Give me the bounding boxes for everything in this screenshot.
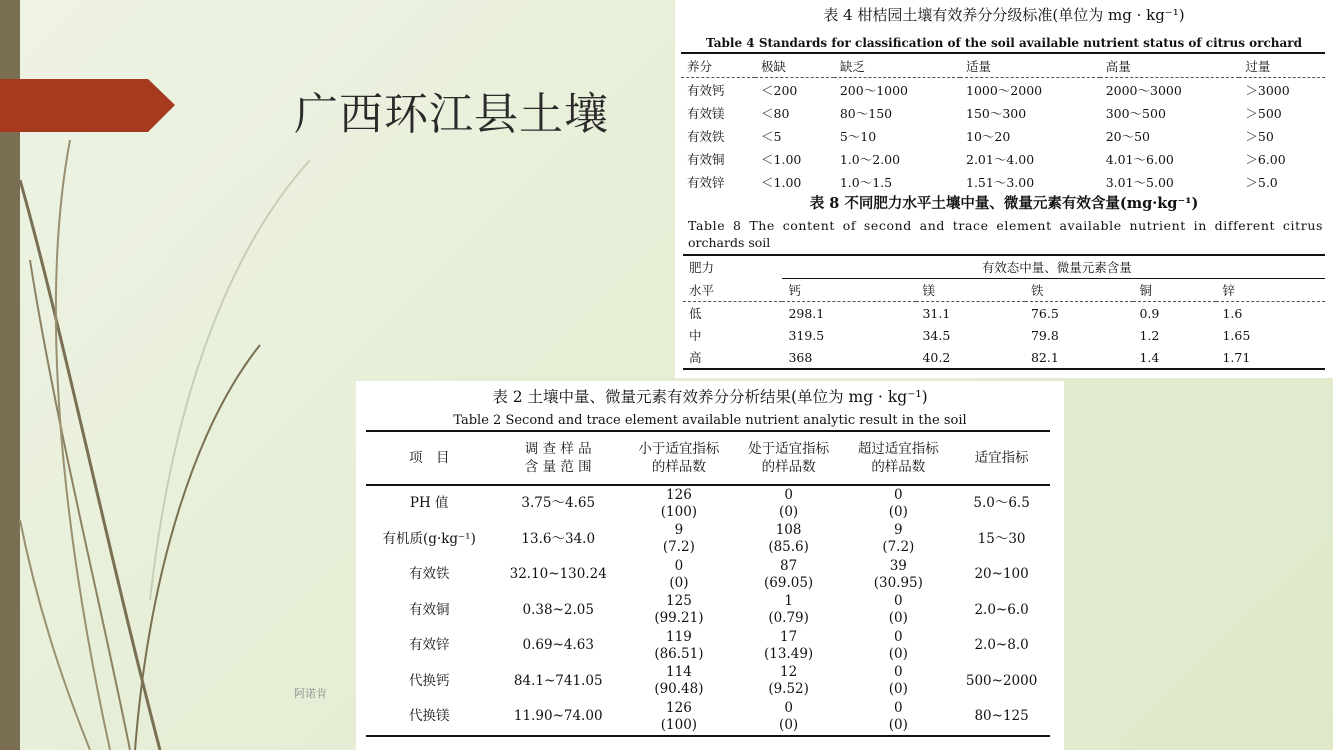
table8-cell: 79.8 [1030, 327, 1059, 343]
table4-cell: ＞3000 [1245, 83, 1290, 98]
table2-count-percent: (100) [660, 503, 698, 520]
table2-suitable: 2.0~8.0 [974, 637, 1029, 654]
table2-count-percent: (99.21) [654, 610, 704, 627]
table8-cell: 高 [683, 346, 782, 369]
table4-header-cell: 高量 [1100, 53, 1240, 78]
table-row [681, 147, 1325, 170]
table2-header-line: 项 目 [408, 450, 450, 466]
table2-range: 13.6～34.0 [521, 530, 596, 547]
table4-header-cell: 养分 [681, 53, 755, 78]
table2-header-line: 的样品数 [651, 459, 706, 475]
table2-count-within [734, 628, 844, 664]
table8-cell: 368 [782, 346, 916, 369]
table-row [366, 664, 1050, 700]
table8-caption-en-line2: orchards soil [688, 235, 771, 250]
table2-count-above [843, 628, 953, 664]
table2-header-line: 超过适宜指标 [857, 441, 939, 457]
table2-count-above [843, 522, 953, 558]
table4-caption-cn: 表 4 柑桔园土壤有效养分分级标准(单位为 mg · kg⁻¹) [823, 6, 1185, 24]
table8-panel [675, 190, 1333, 378]
table2-count-percent: (0) [669, 574, 689, 591]
table8-header-cell: 钙 [782, 279, 916, 302]
table2-count-above [843, 593, 953, 629]
table2-item: 有机质(g·kg⁻¹) [382, 530, 476, 547]
table2-count-below [624, 522, 734, 558]
table2-suitable: 500~2000 [965, 672, 1038, 689]
table2-count-below [624, 664, 734, 700]
table-row [366, 557, 1050, 593]
table2-range: 11.90~74.00 [492, 699, 624, 736]
table4-cell: ＞500 [1245, 106, 1282, 121]
table8-cell: 319.5 [788, 327, 825, 343]
table4-cell: 1.0～2.00 [839, 152, 901, 167]
table2-count-percent: (100) [660, 716, 698, 733]
table2-count-percent: (85.6) [768, 539, 809, 556]
table8-cell: 1.71 [1216, 346, 1325, 369]
table2-header-cell [843, 431, 953, 485]
table4-cell: 有效钙 [687, 83, 725, 98]
table2-count-below [624, 485, 734, 522]
table8-header-cell: 肥力 [683, 255, 782, 279]
table-row [366, 593, 1050, 629]
table8-header-row [683, 279, 1325, 302]
table2-count-percent: (0) [779, 503, 799, 520]
table2-count-within [734, 485, 844, 522]
table8-cell: 1.2 [1139, 327, 1160, 343]
table8-cell: 1.65 [1222, 327, 1251, 343]
table2-caption-en: Table 2 Second and trace element available nutrient analytic result in the soil [453, 413, 967, 428]
table4-cell: ＜5 [761, 129, 782, 144]
table2-count-below [624, 557, 734, 593]
table2-count-percent: (13.49) [764, 645, 814, 662]
table8-cell: 40.2 [916, 346, 1025, 369]
table2-range: 3.75～4.65 [521, 495, 596, 512]
table-row [681, 101, 1325, 124]
table8-cell: 低 [689, 306, 702, 321]
table2-count-below [624, 699, 734, 736]
table-row [683, 302, 1325, 325]
table4-cell: 1000～2000 [966, 83, 1043, 98]
table4-cell: 1.51～3.00 [960, 170, 1100, 190]
table2-header-line: 调 查 样 品 [524, 441, 592, 457]
table2-count-percent: (69.05) [764, 574, 814, 591]
table4-cell: 2.01～4.00 [966, 152, 1035, 167]
table2-count-value: 87 [780, 557, 798, 574]
table2-count-percent: (9.52) [768, 681, 809, 698]
table2-count-value: 108 [775, 522, 802, 539]
table4-caption-en: Table 4 Standards for classification of the soil available nutrient status of citrus orchard [705, 36, 1303, 50]
table2-item: PH 值 [409, 495, 449, 512]
table8-header-cell: 铜 [1133, 279, 1216, 302]
table4-cell: 1.0～1.5 [834, 170, 960, 190]
table2-count-percent: (0) [888, 645, 908, 662]
table2-range: 84.1~741.05 [513, 672, 603, 689]
table4-cell: 80～150 [839, 106, 893, 121]
table8-cell: 76.5 [1030, 305, 1059, 321]
table2-header-line: 的样品数 [761, 459, 816, 475]
table2-count-value: 0 [894, 699, 903, 716]
table4-cell: 有效镁 [687, 106, 725, 121]
table2-suitable: 2.0~6.0 [974, 601, 1029, 618]
table-row [681, 124, 1325, 147]
table2-count-within [734, 664, 844, 700]
table2-count-percent: (0) [888, 610, 908, 627]
table2-item: 代换镁 [366, 699, 492, 736]
table2-suitable: 80~125 [953, 699, 1050, 736]
table2-count-percent: (90.48) [654, 681, 704, 698]
table2-header-cell [492, 431, 624, 485]
table4-cell: 150～300 [966, 106, 1027, 121]
table2-item: 代换钙 [408, 672, 450, 689]
table2-count-below [624, 628, 734, 664]
table8-caption-cn: 表 8 不同肥力水平土壤中量、微量元素有效含量(mg·kg⁻¹) [809, 195, 1199, 212]
table2-count-percent: (0) [888, 716, 908, 733]
table2-range: 0.38~2.05 [522, 601, 594, 618]
table2-count-value: 1 [784, 593, 793, 610]
table8-header-cell: 铁 [1025, 279, 1134, 302]
table4-cell: ＞6.00 [1245, 152, 1286, 167]
table2-header-cell [366, 431, 492, 485]
table2-range: 0.69~4.63 [522, 637, 594, 654]
table8-caption-en-line1: Table 8 The content of second and trace element available nutrient in different citrus [688, 218, 1323, 233]
table2-count-value: 0 [784, 699, 793, 716]
table8-cell: 1.4 [1133, 346, 1216, 369]
table8-cell: 31.1 [922, 305, 951, 321]
table2-header-cell [624, 431, 734, 485]
table2-header-line: 处于适宜指标 [748, 441, 830, 457]
table2-header-line: 适宜指标 [974, 450, 1029, 466]
table4-cell: ＜1.00 [755, 170, 834, 190]
table4-header-cell: 适量 [960, 53, 1100, 78]
title-arrow-marker [0, 79, 175, 132]
table4-cell: 200～1000 [839, 83, 909, 98]
table2-header-cell [734, 431, 844, 485]
table4-cell: ＞5.0 [1239, 170, 1325, 190]
table2-count-value: 0 [894, 486, 903, 503]
table4-header-cell: 过量 [1239, 53, 1325, 78]
table2-count-value: 114 [666, 664, 692, 681]
table2-count-percent: (0) [888, 503, 908, 520]
table8-header-row [683, 255, 1325, 279]
table2-count-above [843, 664, 953, 700]
table-row [366, 522, 1050, 558]
table2-count-value: 9 [674, 522, 684, 539]
table2-suitable: 15～30 [977, 530, 1026, 547]
table-row [681, 170, 1325, 190]
table4-header-cell: 缺乏 [834, 53, 960, 78]
table4-cell: 10～20 [966, 129, 1011, 144]
table2-caption-cn: 表 2 土壤中量、微量元素有效养分分析结果(单位为 mg · kg⁻¹) [492, 388, 928, 406]
table2-count-value: 125 [666, 593, 692, 610]
table2-count-value: 126 [666, 486, 692, 503]
table2-count-percent: (7.2) [882, 539, 915, 556]
table2-item: 有效铜 [408, 601, 450, 618]
table2-count-above [843, 557, 953, 593]
table2-count-percent: (86.51) [654, 645, 704, 662]
slide-title: 广西环江县土壤 [294, 89, 609, 140]
author-label: 阿诺肯 [294, 687, 327, 700]
table4-panel [675, 0, 1333, 190]
table2-count-below [624, 593, 734, 629]
table-row [681, 78, 1325, 102]
table2-count-above [843, 699, 953, 736]
table2-range: 32.10~130.24 [509, 566, 607, 583]
table2-count-within [734, 557, 844, 593]
table2-count-value: 0 [894, 593, 903, 610]
table2-count-percent: (0) [888, 681, 908, 698]
table8-cell: 82.1 [1025, 346, 1134, 369]
table2-count-value: 126 [666, 699, 692, 716]
table4-cell: ＜1.00 [761, 152, 802, 167]
table2-count-percent: (0.79) [768, 610, 809, 627]
table8-cell: 0.9 [1139, 305, 1160, 321]
table2-suitable: 5.0～6.5 [973, 495, 1030, 512]
table2-count-value: 0 [894, 628, 903, 645]
table8-header-cell: 水平 [683, 279, 782, 302]
table8-cell: 298.1 [788, 305, 825, 321]
table2-count-within [734, 522, 844, 558]
table4-cell: ＜80 [761, 106, 790, 121]
table2-count-value: 17 [780, 628, 798, 645]
table-row [366, 628, 1050, 664]
table8 [683, 254, 1325, 370]
table2-count-value: 0 [894, 664, 903, 681]
table4-cell: 20～50 [1105, 129, 1150, 144]
table2-count-value: 0 [674, 557, 684, 574]
table2-item: 有效铁 [408, 566, 450, 583]
table4-header-cell: 极缺 [755, 53, 834, 78]
table8-header-cell: 锌 [1216, 279, 1325, 302]
table4-cell: 有效锌 [681, 170, 755, 190]
table8-cell: 34.5 [922, 327, 951, 343]
table2-count-percent: (30.95) [873, 574, 923, 591]
table4-cell: 2000～3000 [1105, 83, 1182, 98]
table4-cell: 5～10 [839, 129, 877, 144]
table2-suitable: 20~100 [974, 566, 1029, 583]
table4-cell: 有效铁 [687, 129, 725, 144]
table2-count-percent: (0) [779, 716, 799, 733]
table-row [683, 324, 1325, 346]
table4-cell: 300～500 [1105, 106, 1166, 121]
table8-group-header: 有效态中量、微量元素含量 [782, 255, 1325, 279]
table2-item: 有效锌 [408, 637, 450, 654]
table2-count-value: 119 [666, 628, 692, 645]
table2-panel [356, 381, 1064, 750]
table2-count-within [734, 699, 844, 736]
table4-cell: ＞50 [1245, 129, 1274, 144]
table2-count-value: 0 [784, 486, 793, 503]
table-row [366, 699, 1050, 736]
table2-count-within [734, 593, 844, 629]
table2-count-percent: (7.2) [662, 539, 695, 556]
table-row [683, 346, 1325, 369]
table8-header-cell: 镁 [916, 279, 1025, 302]
table4-cell: 3.01～5.00 [1100, 170, 1240, 190]
table2-header-cell [953, 431, 1050, 485]
table4-cell: ＜200 [761, 83, 798, 98]
table2 [366, 430, 1050, 737]
table4-cell: 有效铜 [687, 152, 725, 167]
table8-cell: 1.6 [1222, 305, 1243, 321]
table2-header-line: 的样品数 [871, 459, 926, 475]
table2-count-value: 12 [780, 664, 798, 681]
table8-cell: 中 [689, 328, 702, 343]
table2-header-line: 小于适宜指标 [638, 441, 720, 457]
table4 [681, 52, 1325, 190]
table-row [366, 485, 1050, 522]
table2-count-value: 39 [889, 557, 907, 574]
table2-header-line: 含 量 范 围 [524, 459, 592, 475]
table2-count-value: 9 [894, 522, 903, 539]
table4-cell: 4.01～6.00 [1105, 152, 1174, 167]
table2-count-above [843, 485, 953, 522]
